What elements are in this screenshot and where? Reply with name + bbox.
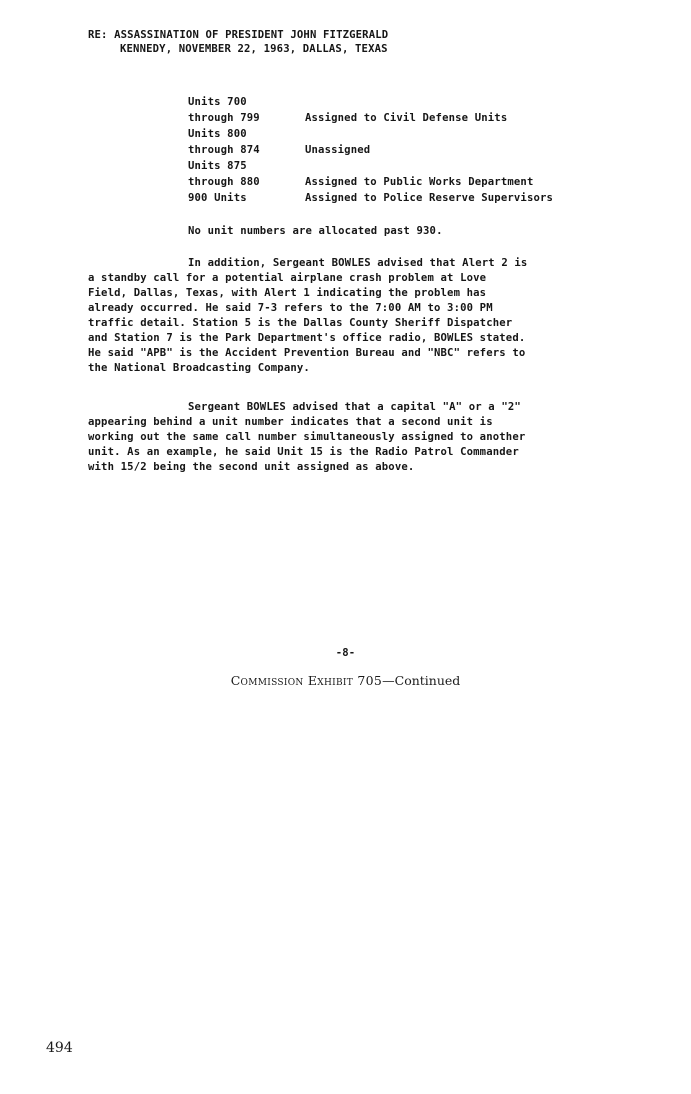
paragraph-line: and Station 7 is the Park Department's office radio, BOWLES stated.: [88, 332, 526, 344]
unit-range: 900 Units: [188, 192, 247, 204]
unit-range: Units 800: [188, 128, 247, 140]
paragraph-line: unit. As an example, he said Unit 15 is the Radio Patrol Commander: [88, 446, 519, 458]
paragraph-line: already occurred. He said 7-3 refers to the 7:00 AM to 3:00 PM: [88, 302, 493, 314]
unit-row: [188, 174, 553, 190]
unit-range: through 874: [188, 144, 260, 156]
exhibit-caption-suffix: —Continued: [382, 673, 461, 688]
paragraph-line: traffic detail. Station 5 is the Dallas County Sheriff Dispatcher: [88, 317, 513, 329]
unit-assignment: Assigned to Civil Defense Units: [305, 112, 508, 124]
exhibit-caption-label: Commission Exhibit 705: [230, 673, 383, 688]
unit-assignment-table: [188, 94, 553, 206]
unit-range: Units 875: [188, 160, 247, 172]
paragraph-line: the National Broadcasting Company.: [88, 362, 310, 374]
unit-range: through 880: [188, 176, 260, 188]
paragraph-line: appearing behind a unit number indicates that a second unit is: [88, 416, 493, 428]
unit-row: [188, 142, 553, 158]
exhibit-caption: [0, 673, 691, 688]
paragraph-line: Sergeant BOWLES advised that a capital "A" or a "2": [188, 401, 521, 413]
header-line-1: RE: ASSASSINATION OF PRESIDENT JOHN FITZGERALD: [88, 29, 389, 41]
header-line-2: KENNEDY, NOVEMBER 22, 1963, DALLAS, TEXAS: [120, 43, 388, 55]
paragraph-line: In addition, Sergeant BOWLES advised that Alert 2 is: [188, 257, 528, 269]
paragraph-line: with 15/2 being the second unit assigned as above.: [88, 461, 415, 473]
paragraph-alerts-stations: [88, 256, 654, 376]
document-header: [88, 28, 388, 56]
unit-assignment: Unassigned: [305, 144, 371, 156]
unit-row: [188, 94, 553, 110]
unit-range: through 799: [188, 112, 260, 124]
unit-row: [188, 190, 553, 206]
paragraph-line: a standby call for a potential airplane crash problem at Love: [88, 272, 487, 284]
page-marker: -8-: [335, 647, 356, 659]
unit-assignment: Assigned to Public Works Department: [305, 176, 534, 188]
unit-row: [188, 110, 553, 126]
unit-range: Units 700: [188, 96, 247, 108]
paragraph-line: Field, Dallas, Texas, with Alert 1 indicating the problem has: [88, 287, 487, 299]
paragraph-line: He said "APB" is the Accident Prevention Bureau and "NBC" refers to: [88, 347, 526, 359]
unit-row: [188, 126, 553, 142]
paragraph-line: working out the same call number simultaneously assigned to another: [88, 431, 526, 443]
allocation-note: No unit numbers are allocated past 930.: [188, 225, 443, 237]
page-number: 494: [46, 1040, 73, 1056]
unit-row: [188, 158, 553, 174]
paragraph-unit-suffix: [88, 400, 654, 475]
unit-assignment: Assigned to Police Reserve Supervisors: [305, 192, 554, 204]
